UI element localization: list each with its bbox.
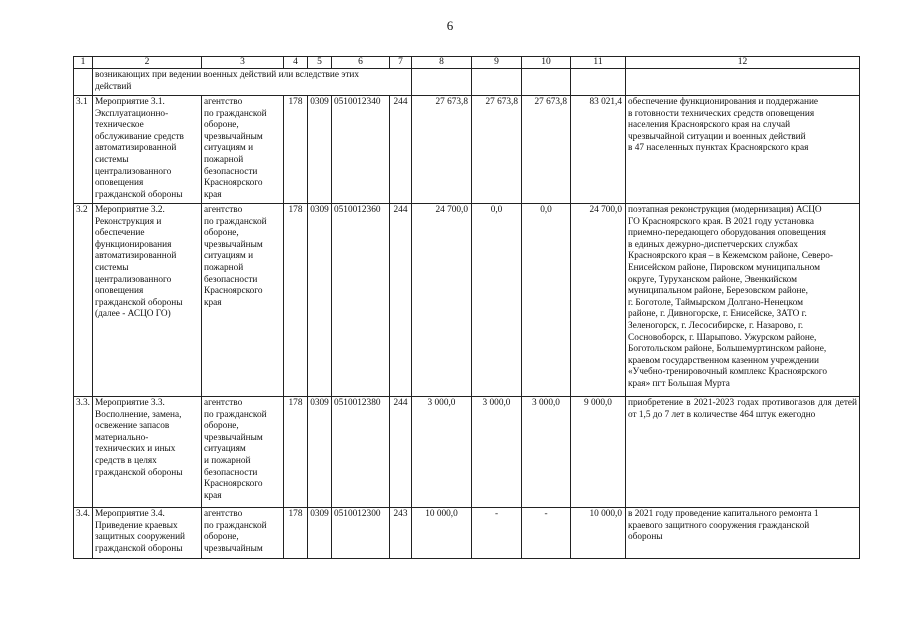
amount-2023: 27 673,8 bbox=[522, 96, 571, 204]
amount-total: 10 000,0 bbox=[571, 508, 626, 559]
table-row bbox=[74, 96, 860, 204]
table-row bbox=[74, 204, 860, 397]
amount-2023: 0,0 bbox=[522, 204, 571, 397]
column-header: 1 bbox=[74, 57, 93, 69]
continuation-row bbox=[74, 69, 860, 96]
row-number: 3.3. bbox=[74, 397, 93, 508]
amount-2022: - bbox=[472, 508, 522, 559]
csr-code: 0510012360 bbox=[332, 204, 390, 397]
amount-2021: 27 673,8 bbox=[412, 96, 472, 204]
amount-total: 24 700,0 bbox=[571, 204, 626, 397]
row-number: 3.2 bbox=[74, 204, 93, 397]
responsible-agency: агентство по гражданской обороне, чрезвычайным ситуациям и пожарной безопасности Красноярского края bbox=[202, 204, 284, 397]
rzpr-code: 0309 bbox=[308, 204, 332, 397]
rzpr-code: 0309 bbox=[308, 96, 332, 204]
column-header: 9 bbox=[472, 57, 522, 69]
responsible-agency: агентство по гражданской обороне, чрезвычайным ситуациям и пожарной безопасности Красноярского края bbox=[202, 397, 284, 508]
csr-code: 0510012340 bbox=[332, 96, 390, 204]
amount-total: 83 021,4 bbox=[571, 96, 626, 204]
vr-code: 244 bbox=[390, 96, 412, 204]
column-header: 7 bbox=[390, 57, 412, 69]
column-header: 11 bbox=[571, 57, 626, 69]
column-header: 12 bbox=[626, 57, 860, 69]
grbs-code: 178 bbox=[284, 397, 308, 508]
responsible-agency: агентство по гражданской обороне, чрезвычайным ситуациям и пожарной безопасности Красноярского края bbox=[202, 96, 284, 204]
measure-name: Мероприятие 3.3. Восполнение, замена, освежение запасов материально- технических и иных средств в целях гражданской обороны bbox=[93, 397, 202, 508]
amount-2022: 0,0 bbox=[472, 204, 522, 397]
table-row bbox=[74, 397, 860, 508]
rzpr-code: 0309 bbox=[308, 397, 332, 508]
vr-code: 244 bbox=[390, 397, 412, 508]
vr-code: 244 bbox=[390, 204, 412, 397]
column-header: 6 bbox=[332, 57, 390, 69]
amount-2021: 10 000,0 bbox=[412, 508, 472, 559]
column-header: 4 bbox=[284, 57, 308, 69]
amount-2023: 3 000,0 bbox=[522, 397, 571, 508]
column-header: 5 bbox=[308, 57, 332, 69]
csr-code: 0510012300 bbox=[332, 508, 390, 559]
vr-code: 243 bbox=[390, 508, 412, 559]
amount-2023: - bbox=[522, 508, 571, 559]
amount-2021: 3 000,0 bbox=[412, 397, 472, 508]
column-header: 2 bbox=[93, 57, 202, 69]
measure-name: Мероприятие 3.1. Эксплуатационно- техническое обслуживание средств автоматизированной системы централизованного оповещения гражданской обороны bbox=[93, 96, 202, 204]
amount-2022: 27 673,8 bbox=[472, 96, 522, 204]
expected-result: приобретение в 2021-2023 годах противогазов для детей от 1,5 до 7 лет в количестве 464 штук ежегодно bbox=[626, 397, 860, 508]
budget-measures-table bbox=[73, 56, 860, 559]
column-header: 8 bbox=[412, 57, 472, 69]
responsible-agency: агентство по гражданской обороне, чрезвычайным bbox=[202, 508, 284, 559]
amount-total: 9 000,0 bbox=[571, 397, 626, 508]
expected-result: обеспечение функционирования и поддержание в готовности технических средств оповещения населения Красноярского края на случай чрезвычайной ситуации и военных действий в 47 населенных пунктах Красноярского края bbox=[626, 96, 860, 204]
table-row bbox=[74, 508, 860, 559]
amount-2021: 24 700,0 bbox=[412, 204, 472, 397]
row-number: 3.4. bbox=[74, 508, 93, 559]
expected-result: поэтапная реконструкция (модернизация) АСЦО ГО Красноярского края. В 2021 году установка приемно-передающего оборудования оповещения в единых дежурно-диспетчерских службах Красноярского края – в Кежемском районе, Северо- Енисейском районе, Пировском муниципальном округе, Туруханском районе, Эвенкийском муниципальном районе, Березовском районе, г. Боготоле, Таймырском Долгано-Ненецком районе, г. Дивногорске, г. Енисейске, ЗАТО г. Зеленогорск, г. Лесосибирске, г. Назарово, г. Сосновоборск, г. Шарыпово. Ужурском районе, Боготольском районе, Большемуртинском районе, краевом государственном казенном учреждении «Учебно-тренировочный комплекс Красноярского края» пгт Большая Мурта bbox=[626, 204, 860, 397]
column-number-header-row bbox=[74, 57, 860, 69]
grbs-code: 178 bbox=[284, 508, 308, 559]
row-number: 3.1 bbox=[74, 96, 93, 204]
continuation-text: возникающих при ведении военных действий или вследствие этих действий bbox=[93, 69, 412, 96]
grbs-code: 178 bbox=[284, 204, 308, 397]
measure-name: Мероприятие 3.2. Реконструкция и обеспечение функционирования автоматизированной системы централизованного оповещения гражданской обороны (далее - АСЦО ГО) bbox=[93, 204, 202, 397]
amount-2022: 3 000,0 bbox=[472, 397, 522, 508]
page-number: 6 bbox=[446, 18, 454, 33]
column-header: 10 bbox=[522, 57, 571, 69]
measure-name: Мероприятие 3.4. Приведение краевых защитных сооружений гражданской обороны bbox=[93, 508, 202, 559]
rzpr-code: 0309 bbox=[308, 508, 332, 559]
csr-code: 0510012380 bbox=[332, 397, 390, 508]
column-header: 3 bbox=[202, 57, 284, 69]
expected-result: в 2021 году проведение капитального ремонта 1 краевого защитного сооружения гражданской обороны bbox=[626, 508, 860, 559]
grbs-code: 178 bbox=[284, 96, 308, 204]
